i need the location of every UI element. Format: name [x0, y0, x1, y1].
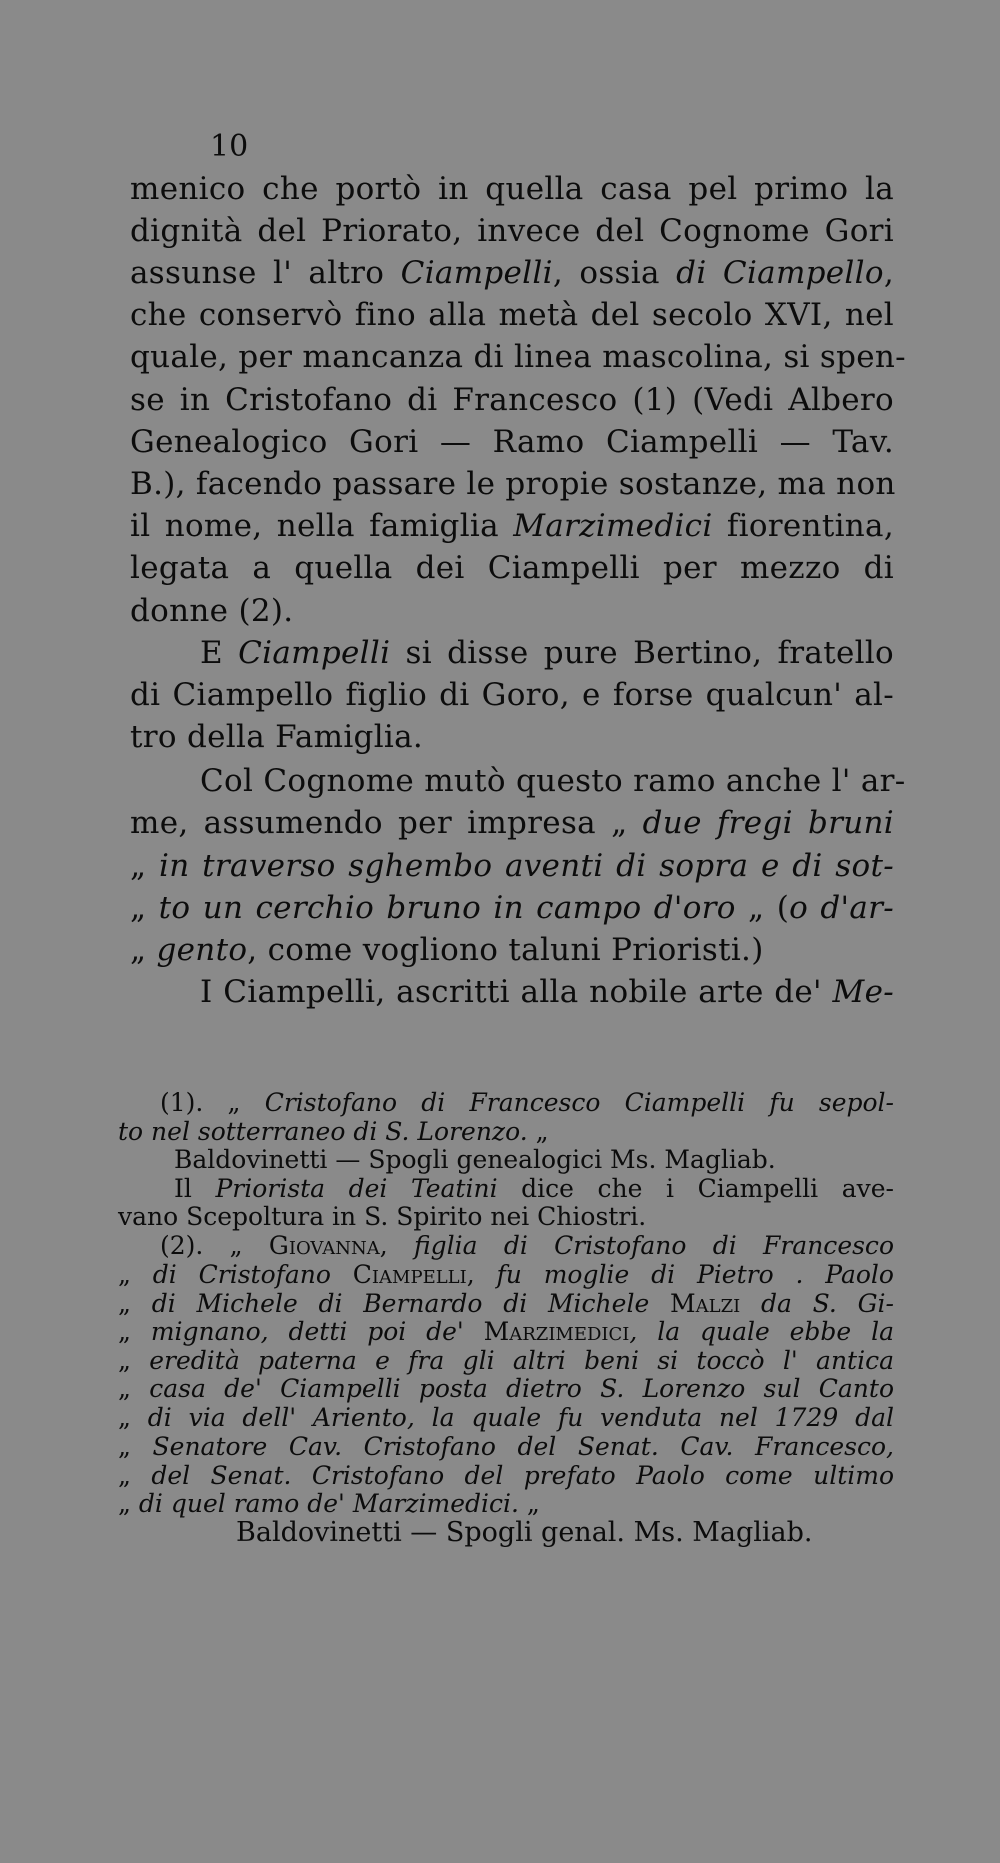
- text-line: [130, 888, 894, 928]
- italic-span: Ciampelli: [238, 635, 391, 671]
- text-line: [130, 253, 894, 293]
- text-span: „: [518, 1489, 540, 1518]
- text-line: [130, 846, 894, 886]
- text-span: „: [118, 1374, 150, 1403]
- italic-span: figlia di Cristofano di Francesco: [413, 1231, 894, 1260]
- footnote-line: [118, 1203, 894, 1231]
- italic-span: di Ciampello: [676, 255, 884, 291]
- text-span: ,: [379, 1231, 414, 1260]
- text-span: „: [118, 1346, 150, 1375]
- text-span: E: [200, 635, 239, 671]
- text-span: ,: [883, 255, 894, 291]
- text-span: me, assumendo per impresa „: [130, 805, 643, 841]
- italic-span: di quel ramo de' Marzimedici.: [138, 1489, 519, 1518]
- text-span: Baldovinetti — Spogli genealogici Ms. Magliab.: [174, 1145, 776, 1174]
- text-span: assunse l' altro: [130, 255, 401, 291]
- text-span: (1). „: [160, 1088, 265, 1117]
- text-span: „: [118, 1289, 152, 1318]
- footnote-line: [118, 1347, 894, 1375]
- footnote-line: [118, 1404, 894, 1432]
- text-span: fiorentina,: [712, 508, 894, 544]
- text-span: , ossia: [552, 255, 677, 291]
- footnote-line: [118, 1375, 894, 1403]
- italic-span: Me-: [832, 974, 894, 1010]
- text-span: „: [118, 1461, 152, 1490]
- text-span: „: [118, 1489, 139, 1518]
- text-span: che conservò fino alla metà del secolo XVI, nel: [130, 297, 894, 333]
- text-line: [130, 464, 894, 504]
- text-span: Il: [174, 1174, 216, 1203]
- italic-span: da S. Gi-: [740, 1289, 894, 1318]
- italic-span: del Senat. Cristofano del prefato Paolo come ultimo: [151, 1461, 894, 1490]
- text-span: tro della Famiglia.: [130, 719, 424, 755]
- text-span: quale, per mancanza di linea mascolina, si spen-: [130, 339, 906, 375]
- smallcaps-span: Giovanna: [268, 1231, 380, 1260]
- text-span: „: [118, 1260, 153, 1289]
- footnote-line: [160, 1089, 894, 1117]
- text-span: si disse pure Bertino, fratello: [390, 635, 894, 671]
- italic-span: due fregi bruni: [642, 805, 894, 841]
- italic-span: mignano, detti poi de': [150, 1317, 484, 1346]
- text-line: [130, 295, 894, 335]
- smallcaps-span: Ciampelli: [352, 1260, 467, 1289]
- text-line: [130, 803, 894, 843]
- footnote-line: [118, 1261, 894, 1289]
- smallcaps-span: Marzimedici: [483, 1317, 630, 1346]
- text-span: (2). „: [160, 1231, 269, 1260]
- italic-span: in traverso sghembo aventi di sopra e di sot-: [159, 848, 895, 884]
- text-span: B.), facendo passare le propie sostanze, ma non: [130, 466, 896, 502]
- text-line: [200, 633, 894, 673]
- text-span: „: [527, 1117, 549, 1146]
- text-span: „: [118, 1432, 153, 1461]
- footnote-line: [118, 1490, 894, 1518]
- italic-span: Senatore Cav. Cristofano del Senat. Cav. Francesco,: [152, 1432, 894, 1461]
- text-line: [130, 422, 894, 462]
- text-line: [130, 506, 894, 546]
- italic-span: fu moglie di Pietro . Paolo: [496, 1260, 894, 1289]
- text-span: dignità del Priorato, invece del Cognome Gori: [130, 213, 894, 249]
- italic-span: o d'ar-: [789, 890, 895, 926]
- text-span: „: [118, 1403, 148, 1432]
- text-span: „: [130, 890, 159, 926]
- italic-span: eredità paterna e fra gli altri beni si toccò l' antica: [149, 1346, 894, 1375]
- text-span: vano Scepoltura in S. Spirito nei Chiostri.: [118, 1202, 647, 1231]
- footnote-line: [118, 1433, 894, 1461]
- italic-span: to un cerchio bruno in campo d'oro: [158, 890, 736, 926]
- text-span: dice che i Ciampelli ave-: [497, 1174, 894, 1203]
- text-line: [130, 717, 894, 757]
- italic-span: casa de' Ciampelli posta dietro S. Lorenzo sul Canto: [149, 1374, 894, 1403]
- footnote-line: [118, 1318, 894, 1346]
- text-line: [130, 675, 894, 715]
- text-span: I Ciampelli, ascritti alla nobile arte de': [200, 974, 833, 1010]
- text-span: menico che portò in quella casa pel primo la: [130, 171, 894, 207]
- text-line: [130, 591, 894, 631]
- text-line: [130, 380, 894, 420]
- footnote-line: [118, 1462, 894, 1490]
- text-line: [200, 972, 894, 1012]
- text-span: di Ciampello figlio di Goro, e forse qualcun' al-: [130, 677, 894, 713]
- footnote-line: [160, 1232, 894, 1260]
- italic-span: Marzimedici: [513, 508, 713, 544]
- text-span: legata a quella dei Ciampelli per mezzo di: [130, 550, 894, 586]
- text-line: [130, 548, 894, 588]
- text-line: [130, 337, 906, 377]
- page-number: 10: [210, 129, 249, 164]
- text-span: „ (: [735, 890, 790, 926]
- text-span: se in Cristofano di Francesco (1) (Vedi Albero: [130, 382, 894, 418]
- italic-span: di Michele di Bernardo di Michele: [151, 1289, 671, 1318]
- text-span: „: [130, 848, 160, 884]
- italic-span: di via dell' Ariento, la quale fu venduta nel 1729 dal: [147, 1403, 894, 1432]
- footnote-line: [118, 1118, 894, 1146]
- text-span: „: [118, 1317, 151, 1346]
- text-line: [200, 761, 906, 801]
- italic-span: Cristofano di Francesco Ciampelli fu sepol-: [264, 1088, 894, 1117]
- footnote-line: [236, 1519, 894, 1547]
- footnote-line: [174, 1146, 894, 1174]
- italic-span: Ciampelli: [400, 255, 553, 291]
- italic-span: di Cristofano: [152, 1260, 353, 1289]
- text-line: [130, 169, 894, 209]
- text-span: Genealogico Gori — Ramo Ciampelli — Tav.: [130, 424, 894, 460]
- italic-span: gento: [156, 932, 248, 968]
- text-span: il nome, nella famiglia: [130, 508, 514, 544]
- text-line: [130, 930, 894, 970]
- text-span: ,: [466, 1260, 497, 1289]
- italic-span: Priorista dei Teatini: [215, 1174, 498, 1203]
- smallcaps-span: Malzi: [670, 1289, 741, 1318]
- text-span: „: [130, 932, 157, 968]
- footnote-line: [118, 1290, 894, 1318]
- footnote-line: [174, 1175, 894, 1203]
- text-span: , come vogliono taluni Prioristi.): [247, 932, 764, 968]
- italic-span: to nel sotterraneo di S. Lorenzo.: [118, 1117, 528, 1146]
- text-line: [130, 211, 894, 251]
- text-span: Baldovinetti — Spogli genal. Ms. Magliab.: [236, 1517, 813, 1548]
- text-span: donne (2).: [130, 593, 294, 629]
- italic-span: , la quale ebbe la: [629, 1317, 894, 1346]
- text-span: Col Cognome mutò questo ramo anche l' ar-: [200, 763, 906, 799]
